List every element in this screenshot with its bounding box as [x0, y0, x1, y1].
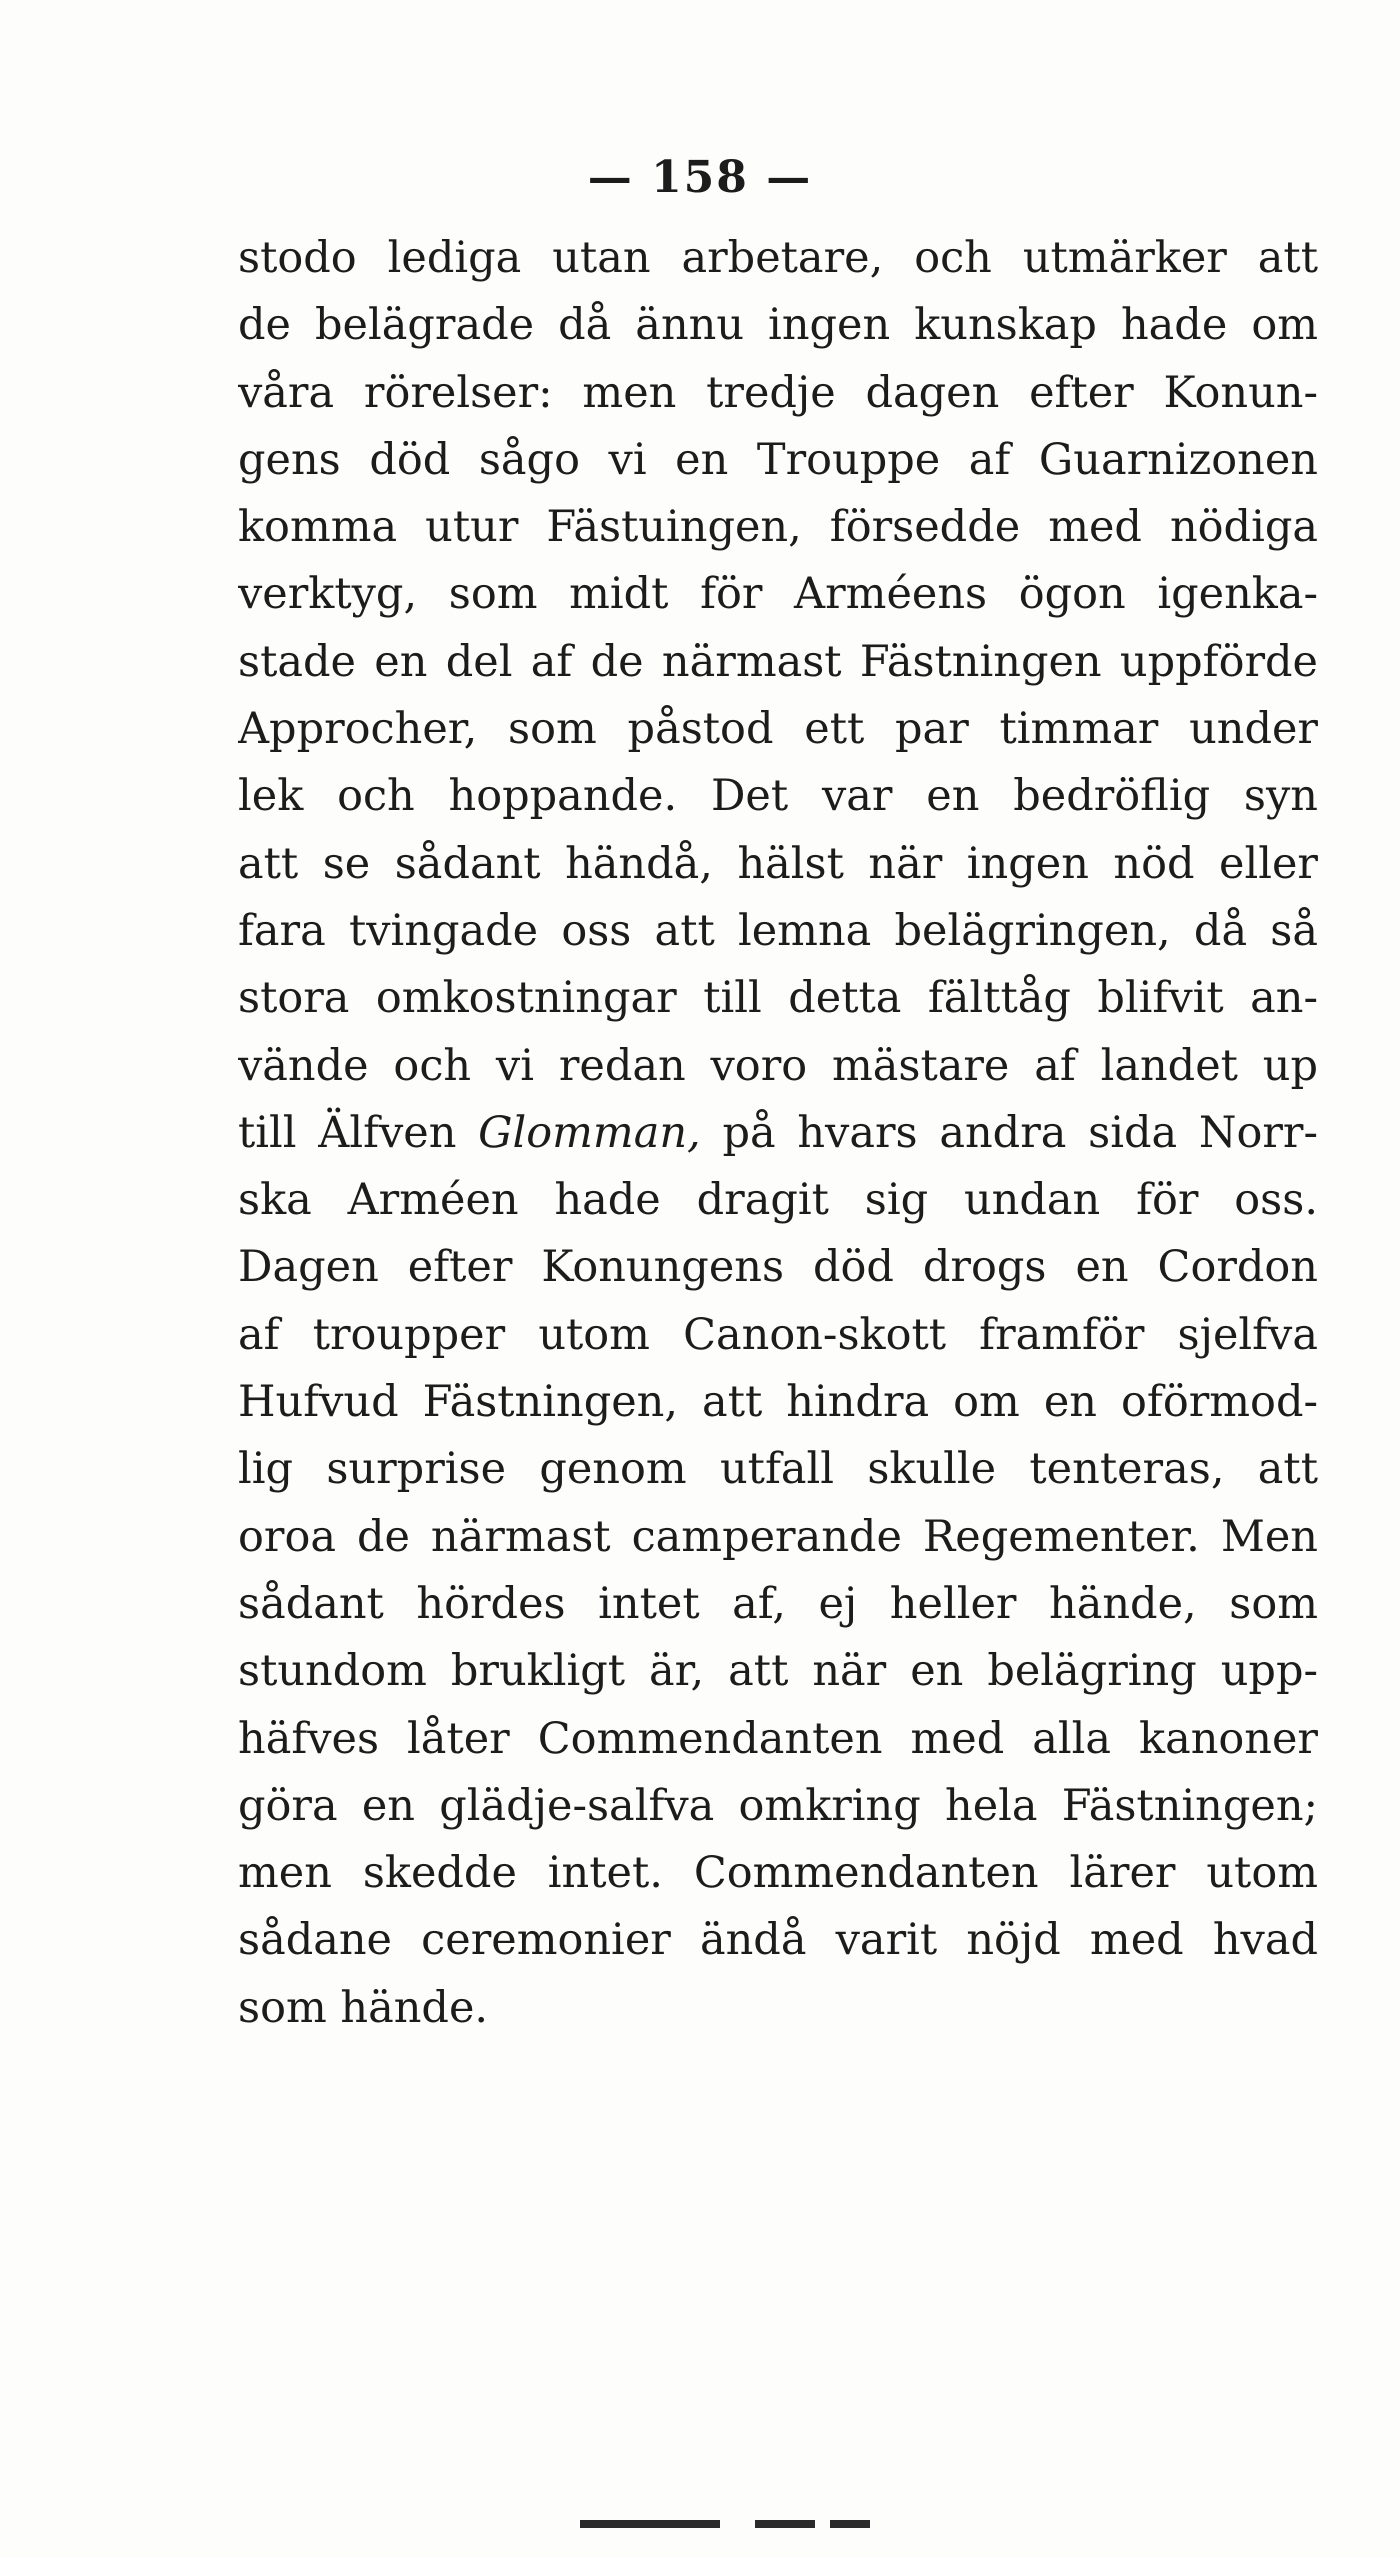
- text-line: våra rörelser: men tredje dagen efter Konun-: [238, 367, 1318, 418]
- text-line: stundom brukligt är, att när en belägring upp-: [238, 1646, 1318, 1697]
- text-line: lig surprise genom utfall skulle tenteras, att: [238, 1444, 1318, 1495]
- text-line: Hufvud Fästningen, att hindra om en oförmod-: [238, 1377, 1318, 1428]
- body-text: [238, 225, 1318, 2042]
- text-line: de belägrade då ännu ingen kunskap hade om: [238, 300, 1318, 351]
- italic-river-name: Glomman,: [478, 1107, 701, 1158]
- text-line: sådant hördes intet af, ej heller hände, som: [238, 1578, 1318, 1629]
- print-mark: [755, 2520, 815, 2528]
- page-number-header: — 158 —: [587, 152, 813, 203]
- line-start: till Älfven: [238, 1107, 479, 1158]
- text-line: gens död sågo vi en Trouppe af Guarnizonen: [238, 434, 1318, 485]
- line-end: på hvars andra sida Norr-: [700, 1107, 1318, 1158]
- text-line: Approcher, som påstod ett par timmar under: [238, 704, 1318, 755]
- text-line: göra en glädje-salfva omkring hela Fästningen;: [238, 1780, 1318, 1831]
- text-line: ska Arméen hade dragit sig undan för oss.: [238, 1175, 1318, 1226]
- text-line: stora omkostningar till detta fälttåg blifvit an-: [238, 973, 1318, 1024]
- text-line: fara tvingade oss att lemna belägringen, då så: [238, 905, 1318, 956]
- print-mark: [830, 2520, 870, 2528]
- text-line: sådane ceremonier ändå varit nöjd med hvad: [238, 1915, 1318, 1966]
- text-line: stade en del af de närmast Fästningen uppförde: [238, 636, 1318, 687]
- text-line: häfves låter Commendanten med alla kanoner: [238, 1713, 1318, 1764]
- text-line: oroa de närmast camperande Regementer. Men: [238, 1511, 1318, 1562]
- bottom-print-marks: [580, 2520, 1000, 2532]
- text-line: men skedde intet. Commendanten lärer utom: [238, 1848, 1318, 1899]
- print-mark: [580, 2520, 720, 2528]
- text-line: stodo lediga utan arbetare, och utmärker att: [238, 233, 1318, 283]
- text-line: af troupper utom Canon-skott framför sjelfva: [238, 1309, 1318, 1360]
- text-line: verktyg, som midt för Arméens ögon igenka-: [238, 569, 1318, 620]
- text-line: vände och vi redan voro mästare af landet up: [238, 1040, 1318, 1091]
- text-line-with-italic: [238, 1100, 1318, 1167]
- text-line: lek och hoppande. Det var en bedröflig syn: [238, 771, 1318, 822]
- text-line: som hände.: [238, 1982, 489, 2033]
- text-line: att se sådant händå, hälst när ingen nöd eller: [238, 838, 1318, 889]
- text-line: Dagen efter Konungens död drogs en Cordon: [238, 1242, 1318, 1293]
- text-line: komma utur Fästuingen, försedde med nödiga: [238, 502, 1318, 553]
